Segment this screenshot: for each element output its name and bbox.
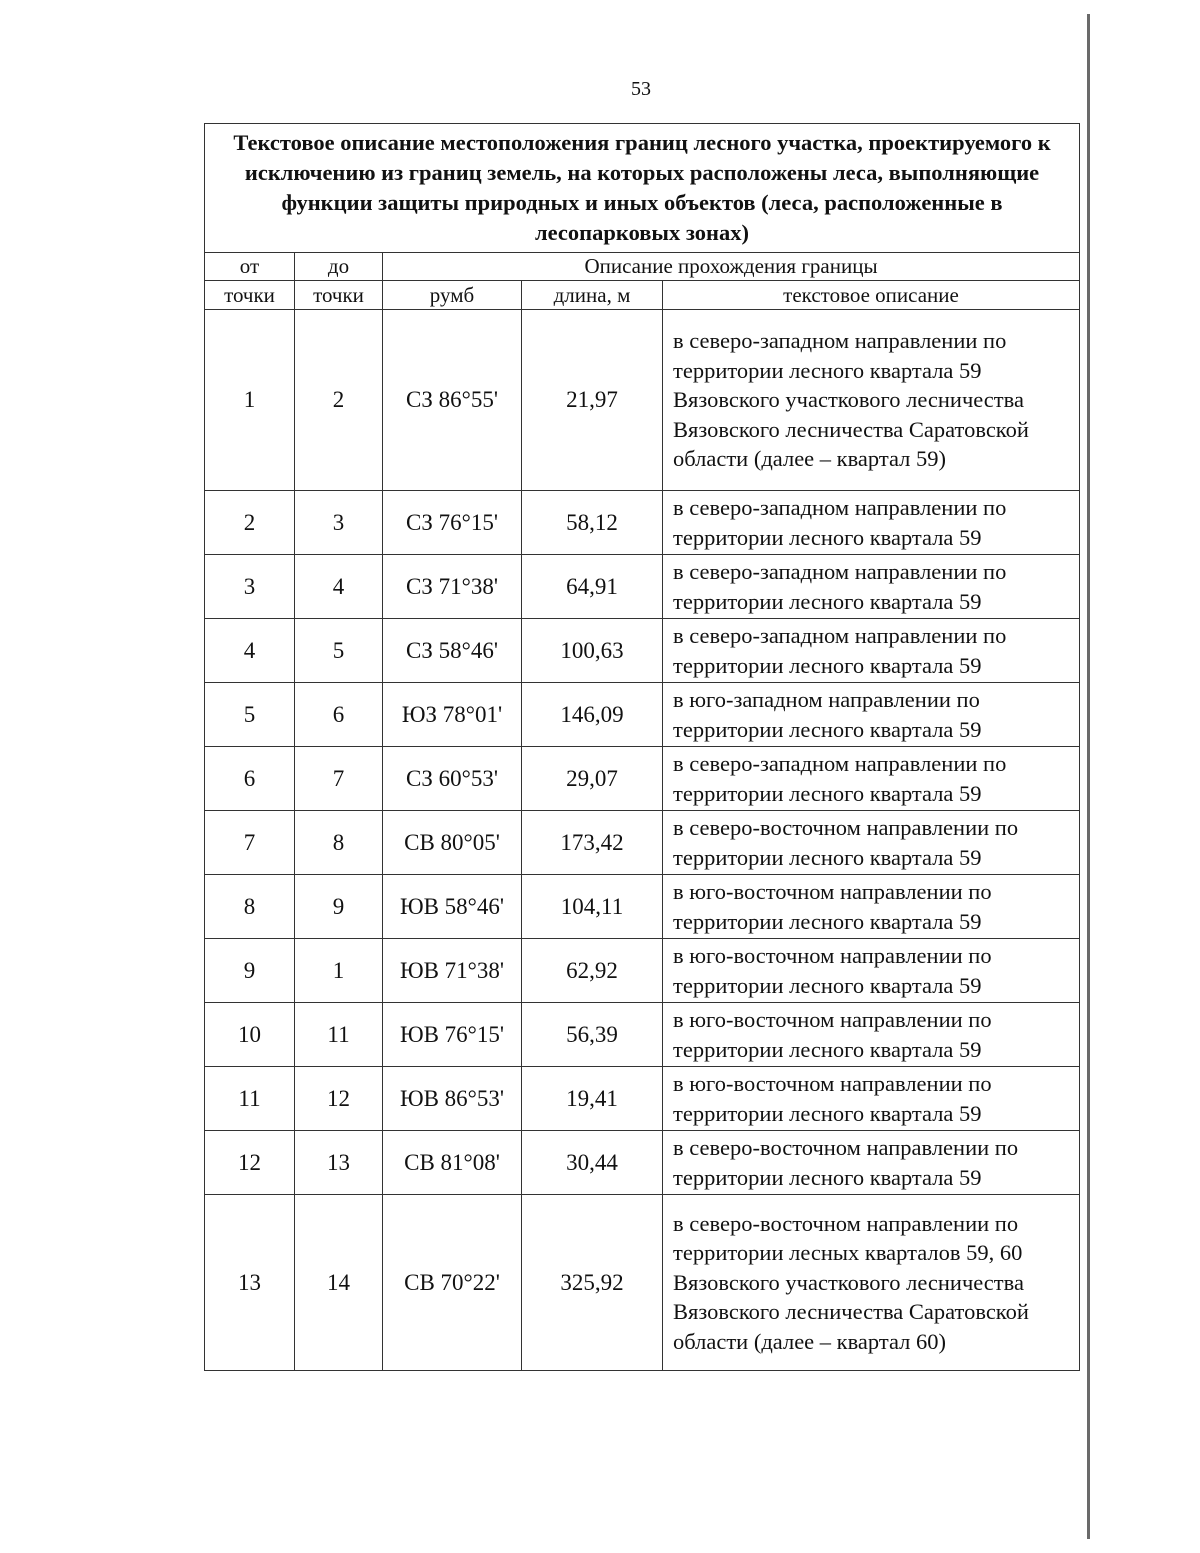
cell-description: в северо-восточном направлении по территории лесного квартала 59 <box>663 1131 1080 1195</box>
cell-from: 13 <box>205 1195 295 1371</box>
cell-to: 11 <box>295 1003 383 1067</box>
table-row <box>205 310 1080 491</box>
cell-to: 13 <box>295 1131 383 1195</box>
table-row <box>205 1195 1080 1371</box>
cell-description: в северо-западном направлении по территории лесного квартала 59 <box>663 555 1080 619</box>
header-text-description: текстовое описание <box>663 281 1080 310</box>
cell-to: 9 <box>295 875 383 939</box>
cell-to: 7 <box>295 747 383 811</box>
cell-length: 64,91 <box>522 555 663 619</box>
cell-to: 1 <box>295 939 383 1003</box>
cell-length: 325,92 <box>522 1195 663 1371</box>
page-number: 53 <box>631 78 651 100</box>
cell-description: в северо-восточном направлении по территории лесного квартала 59 <box>663 811 1080 875</box>
header-bearing: румб <box>383 281 522 310</box>
cell-from: 11 <box>205 1067 295 1131</box>
cell-description: в юго-восточном направлении по территории лесного квартала 59 <box>663 875 1080 939</box>
cell-length: 19,41 <box>522 1067 663 1131</box>
cell-bearing: СЗ 58°46' <box>383 619 522 683</box>
cell-description: в юго-восточном направлении по территории лесного квартала 59 <box>663 1003 1080 1067</box>
cell-length: 56,39 <box>522 1003 663 1067</box>
table-row <box>205 1067 1080 1131</box>
table-row <box>205 555 1080 619</box>
header-to-top: до <box>295 253 383 281</box>
cell-length: 104,11 <box>522 875 663 939</box>
table-body <box>205 310 1080 1371</box>
header-from-bottom: точки <box>205 281 295 310</box>
cell-bearing: СВ 81°08' <box>383 1131 522 1195</box>
cell-to: 3 <box>295 491 383 555</box>
cell-description: в юго-восточном направлении по территории лесного квартала 59 <box>663 1067 1080 1131</box>
cell-description: в северо-восточном направлении по территории лесных кварталов 59, 60 Вязовского участкового лесничества Вязовского лесничества Саратовской области (далее – квартал 60) <box>663 1195 1080 1371</box>
table-title: Текстовое описание местоположения границ лесного участка, проектируемого к исключению из границ земель, на которых расположены леса, выполняющие функции защиты природных и иных объектов (леса, расположенные в лесопарковых зонах) <box>205 124 1080 253</box>
scan-edge-line <box>1087 14 1090 1539</box>
cell-bearing: СВ 80°05' <box>383 811 522 875</box>
header-length: длина, м <box>522 281 663 310</box>
header-boundary-description: Описание прохождения границы <box>383 253 1080 281</box>
cell-length: 100,63 <box>522 619 663 683</box>
cell-description: в северо-западном направлении по территории лесного квартала 59 <box>663 619 1080 683</box>
cell-length: 173,42 <box>522 811 663 875</box>
cell-length: 29,07 <box>522 747 663 811</box>
cell-bearing: ЮВ 71°38' <box>383 939 522 1003</box>
header-from-top: от <box>205 253 295 281</box>
cell-from: 5 <box>205 683 295 747</box>
cell-from: 6 <box>205 747 295 811</box>
table-row <box>205 683 1080 747</box>
table-row <box>205 491 1080 555</box>
table-row <box>205 619 1080 683</box>
cell-to: 6 <box>295 683 383 747</box>
cell-bearing: ЮЗ 78°01' <box>383 683 522 747</box>
cell-from: 2 <box>205 491 295 555</box>
cell-length: 146,09 <box>522 683 663 747</box>
cell-length: 21,97 <box>522 310 663 491</box>
table-row <box>205 747 1080 811</box>
cell-from: 3 <box>205 555 295 619</box>
cell-to: 14 <box>295 1195 383 1371</box>
cell-description: в юго-западном направлении по территории лесного квартала 59 <box>663 683 1080 747</box>
cell-length: 58,12 <box>522 491 663 555</box>
cell-description: в юго-восточном направлении по территории лесного квартала 59 <box>663 939 1080 1003</box>
cell-bearing: ЮВ 86°53' <box>383 1067 522 1131</box>
cell-from: 9 <box>205 939 295 1003</box>
cell-bearing: СВ 70°22' <box>383 1195 522 1371</box>
cell-from: 1 <box>205 310 295 491</box>
cell-bearing: СЗ 76°15' <box>383 491 522 555</box>
cell-from: 10 <box>205 1003 295 1067</box>
cell-from: 12 <box>205 1131 295 1195</box>
cell-length: 62,92 <box>522 939 663 1003</box>
cell-to: 5 <box>295 619 383 683</box>
cell-from: 8 <box>205 875 295 939</box>
cell-from: 7 <box>205 811 295 875</box>
cell-description: в северо-западном направлении по территории лесного квартала 59 <box>663 747 1080 811</box>
table-row <box>205 811 1080 875</box>
cell-bearing: СЗ 71°38' <box>383 555 522 619</box>
cell-to: 2 <box>295 310 383 491</box>
header-to-bottom: точки <box>295 281 383 310</box>
cell-to: 12 <box>295 1067 383 1131</box>
cell-length: 30,44 <box>522 1131 663 1195</box>
cell-bearing: СЗ 60°53' <box>383 747 522 811</box>
cell-from: 4 <box>205 619 295 683</box>
table-row <box>205 1131 1080 1195</box>
cell-description: в северо-западном направлении по территории лесного квартала 59 <box>663 491 1080 555</box>
table-row <box>205 939 1080 1003</box>
cell-bearing: ЮВ 76°15' <box>383 1003 522 1067</box>
table-row <box>205 1003 1080 1067</box>
table-row <box>205 875 1080 939</box>
cell-to: 8 <box>295 811 383 875</box>
cell-description: в северо-западном направлении по территории лесного квартала 59 Вязовского участкового лесничества Вязовского лесничества Саратовской области (далее – квартал 59) <box>663 310 1080 491</box>
cell-bearing: ЮВ 58°46' <box>383 875 522 939</box>
boundary-table <box>204 123 1080 1371</box>
cell-bearing: СЗ 86°55' <box>383 310 522 491</box>
cell-to: 4 <box>295 555 383 619</box>
